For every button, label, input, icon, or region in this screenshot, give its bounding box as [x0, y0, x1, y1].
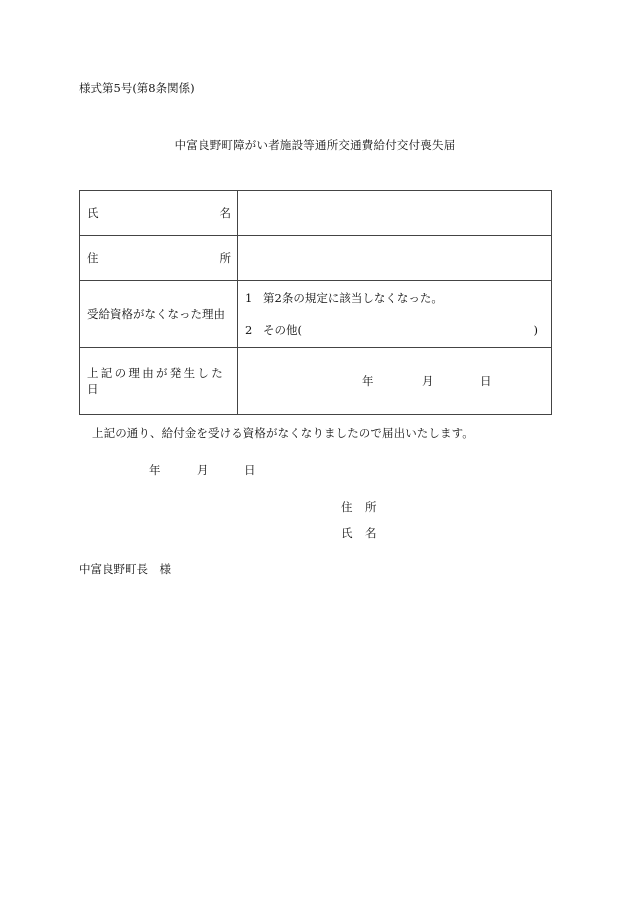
name-label-char-2: 名 — [219, 206, 231, 220]
reason-option-1[interactable] — [238, 288, 551, 308]
table-row-name — [80, 191, 552, 236]
applicant-address-char-2: 所 — [365, 500, 377, 514]
address-label-char-1: 住 — [87, 251, 99, 265]
applicant-address-label — [341, 499, 377, 515]
address-label-cell — [80, 236, 238, 281]
reason-option-2-text: その他( — [263, 323, 302, 337]
reason-option-2-close-paren: ) — [533, 323, 538, 337]
applicant-name-char-1: 氏 — [341, 526, 353, 540]
submission-year-label: 年 — [149, 463, 161, 477]
submission-day-label: 日 — [244, 463, 256, 477]
reason-label-cell — [80, 281, 238, 348]
reason-option-2-number: 2 — [245, 323, 253, 337]
address-label-char-2: 所 — [219, 251, 231, 265]
table-row-address — [80, 236, 552, 281]
name-value-cell[interactable] — [238, 191, 552, 236]
document-title: 中富良野町障がい者施設等通所交通費給付交付喪失届 — [174, 138, 456, 152]
reason-option-2[interactable] — [238, 320, 551, 340]
addressee: 中富良野町長 様 — [79, 562, 171, 576]
applicant-address-char-1: 住 — [341, 500, 353, 514]
submission-month-label: 月 — [197, 463, 209, 477]
date-value-cell[interactable] — [238, 348, 552, 415]
declaration-statement: 上記の通り、給付金を受ける資格がなくなりましたので届出いたします。 — [92, 426, 474, 440]
date-label-cell — [80, 348, 238, 415]
reason-label: 受給資格がなくなった理由 — [87, 307, 225, 321]
table-row-reason — [80, 281, 552, 348]
address-value-cell[interactable] — [238, 236, 552, 281]
name-label-char-1: 氏 — [87, 206, 99, 220]
date-label: 上記の理由が発生した日 — [87, 366, 225, 396]
applicant-name-char-2: 名 — [365, 526, 377, 540]
applicant-name-label — [341, 525, 377, 541]
reason-option-1-number: 1 — [245, 291, 253, 305]
submission-date — [149, 462, 256, 478]
reason-option-1-text: 第2条の規定に該当しなくなった。 — [263, 291, 443, 305]
form-number-label: 様式第5号(第8条関係) — [79, 81, 195, 95]
date-year-label: 年 — [362, 374, 374, 388]
date-day-label: 日 — [480, 374, 492, 388]
name-label-cell — [80, 191, 238, 236]
table-row-date — [80, 348, 552, 415]
application-form-table — [79, 190, 552, 415]
date-month-label: 月 — [422, 374, 434, 388]
reason-value-cell — [238, 281, 552, 348]
